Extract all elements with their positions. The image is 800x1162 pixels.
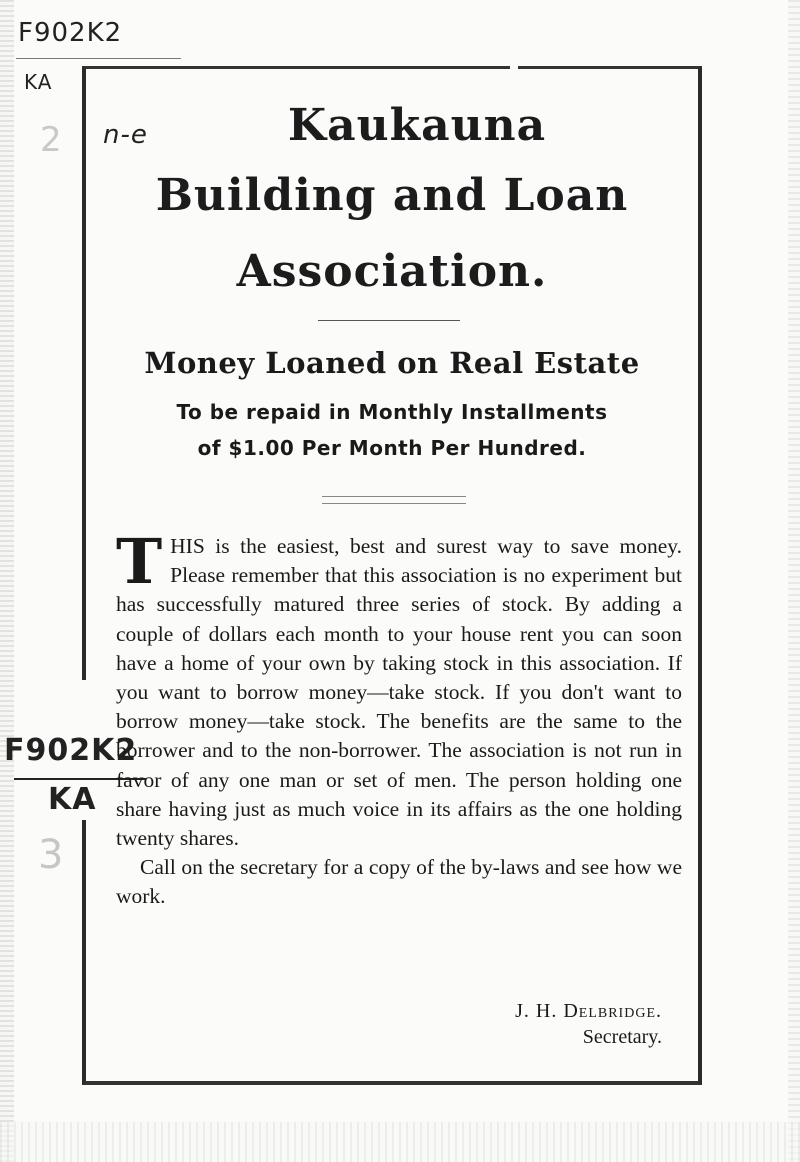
scan-edge-bottom [0, 1122, 800, 1162]
handwritten-number-mid: 3 [38, 832, 65, 878]
double-divider-rule-top [322, 496, 466, 497]
divider-rule [318, 320, 460, 321]
headline: Money Loaned on Real Estate [144, 346, 640, 380]
body-paragraph-2: Call on the secretary for a copy of the by-laws and see how we work. [116, 855, 682, 909]
handwritten-underline-top [16, 58, 181, 59]
title-line-2: Building and Loan [155, 170, 629, 221]
handwritten-call-number-mid: F902K2 [4, 733, 138, 768]
handwritten-call-number-top: F902K2 [18, 18, 123, 48]
scan-edge-left [0, 0, 14, 1162]
subheadline-line-1: To be repaid in Monthly Installments [176, 400, 608, 424]
subheadline-line-2: of $1.00 Per Month Per Hundred. [197, 436, 587, 460]
handwritten-initials: n-e [103, 120, 148, 150]
border-gap [510, 64, 518, 70]
scan-edge-right [788, 0, 800, 1162]
body-copy [116, 525, 682, 912]
signature-name: J. H. Delbridge. [515, 1000, 662, 1022]
title-line-1: Kaukauna [287, 100, 547, 151]
double-divider-rule-bottom [322, 503, 466, 504]
title-line-3: Association. [236, 246, 548, 297]
handwritten-ka-mid: KA [48, 782, 97, 817]
signature-title: Secretary. [582, 1026, 662, 1048]
drop-cap: T [116, 525, 163, 598]
handwritten-ka-top: KA [24, 70, 53, 94]
handwritten-number-top: 2 [40, 120, 63, 160]
body-paragraph-1: HIS is the easiest, best and surest way to save money. Please remember that this association is no experiment but has successfully matured three series of stock. By adding a couple of dollars each month to your house rent you can soon have a home of your own by taking stock in this association. If you want to borrow money—take stock. If you don't want to borrow money—take stock. The benefits are the same to the borrower and to the non-borrower. The association is not run in favor of any one man or set of men. The person holding one share having just as much voice in its affairs as the one holding twenty shares. [116, 534, 682, 851]
